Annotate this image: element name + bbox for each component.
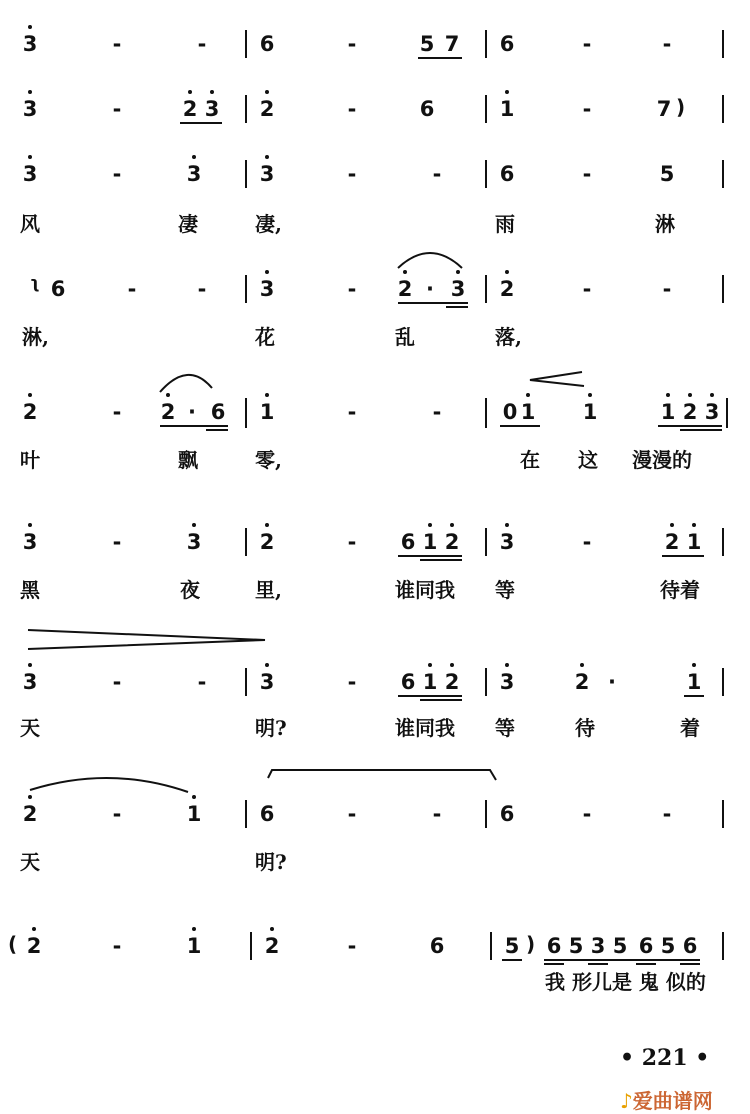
lyric: 在 [520, 448, 540, 472]
dash: - [197, 670, 207, 694]
note: 3 [200, 97, 224, 121]
dash: - [432, 400, 442, 424]
barline [485, 30, 487, 58]
lyric: 待着 [660, 578, 700, 602]
page-number: • 221 • [620, 1045, 710, 1071]
lyric: 等 [495, 716, 515, 740]
lyric-row-9 [0, 970, 750, 996]
lyric: 花 [255, 325, 275, 349]
slur [160, 375, 212, 392]
barline [485, 160, 487, 188]
note: 2 [570, 670, 594, 694]
lyric: 待 [575, 716, 595, 740]
lyric-row-6 [0, 578, 750, 604]
note: 2 [393, 277, 417, 301]
dash: - [347, 802, 357, 826]
note: 5 [612, 934, 628, 958]
note: 6 [419, 97, 435, 121]
note: 1 [495, 97, 519, 121]
note: 6 [259, 32, 275, 56]
note: 3 [182, 162, 206, 186]
lyric-row-5 [0, 448, 750, 474]
watermark-text: 爱曲谱网 [632, 1089, 713, 1113]
note: 5 [504, 934, 520, 958]
lyric: 明? [255, 716, 287, 740]
lyric-row-3 [0, 212, 750, 238]
note: 7 [444, 32, 460, 56]
lyric: 叶 [20, 448, 40, 472]
lyric: 漫漫的 [632, 448, 692, 472]
barline [722, 932, 724, 960]
underline [420, 559, 462, 561]
lyric: 落, [495, 325, 522, 349]
dash: - [582, 97, 592, 121]
dash: - [347, 162, 357, 186]
note: 1 [255, 400, 279, 424]
note: 5 [568, 934, 584, 958]
note: 3 [18, 670, 42, 694]
lyric: 这 [578, 448, 598, 472]
dash: - [347, 97, 357, 121]
note: 2 [440, 530, 464, 554]
dash: - [197, 32, 207, 56]
barline [250, 932, 252, 960]
close-paren: ) [676, 95, 686, 119]
slur [398, 253, 462, 268]
dash: - [347, 934, 357, 958]
score-row-4 [0, 275, 750, 305]
note: 2 [18, 802, 42, 826]
barline [245, 800, 247, 828]
underline [636, 963, 656, 965]
note: 6 [259, 802, 275, 826]
underline [588, 963, 608, 965]
dash: - [432, 802, 442, 826]
note: 3 [255, 162, 279, 186]
note: 1 [682, 530, 706, 554]
note: 0 [502, 400, 518, 424]
note: 2 [660, 530, 684, 554]
barline [485, 668, 487, 696]
note: 2 [255, 97, 279, 121]
note: 6 [210, 400, 226, 424]
underline [160, 425, 228, 427]
note: 2 [156, 400, 180, 424]
underline [180, 122, 222, 124]
note: 2 [255, 530, 279, 554]
lyric: 黑 [20, 578, 40, 602]
slur [30, 778, 188, 792]
dash: - [197, 277, 207, 301]
note: 3 [182, 530, 206, 554]
lyric: 零, [255, 448, 282, 472]
dash: - [112, 400, 122, 424]
dot: · [188, 400, 196, 424]
note: 6 [400, 530, 416, 554]
dash: - [112, 670, 122, 694]
note: 1 [418, 670, 442, 694]
note: 6 [429, 934, 445, 958]
note: 1 [182, 934, 206, 958]
barline [485, 95, 487, 123]
underline [680, 963, 700, 965]
barline [485, 528, 487, 556]
underline [544, 963, 564, 965]
lyric: 夜 [180, 578, 200, 602]
breath-mark: ʅ [30, 273, 40, 292]
note: 2 [18, 400, 42, 424]
barline [490, 932, 492, 960]
note: 1 [418, 530, 442, 554]
barline [245, 95, 247, 123]
dash: - [112, 162, 122, 186]
lyric: 风 [20, 212, 40, 236]
barline [485, 275, 487, 303]
note: 1 [182, 802, 206, 826]
lyric: 谁同我 [395, 716, 455, 740]
note: 3 [18, 32, 42, 56]
note: 6 [400, 670, 416, 694]
dash: - [127, 277, 137, 301]
note: 3 [255, 670, 279, 694]
dash: - [112, 97, 122, 121]
score-row-7 [0, 668, 750, 698]
barline [245, 275, 247, 303]
score-row-6 [0, 528, 750, 558]
dash: - [112, 32, 122, 56]
lyric: 淋, [22, 325, 49, 349]
decrescendo-hairpin [28, 630, 265, 649]
barline [485, 800, 487, 828]
lyric-row-4 [0, 325, 750, 351]
note: 6 [638, 934, 654, 958]
underline [398, 695, 462, 697]
lyric-row-8 [0, 850, 750, 876]
lyric: 里, [255, 578, 282, 602]
underline [502, 959, 522, 961]
dash: - [347, 530, 357, 554]
underline [680, 429, 722, 431]
barline [245, 528, 247, 556]
dash: - [347, 670, 357, 694]
note: 1 [682, 670, 706, 694]
underline [398, 302, 468, 304]
underline [544, 959, 700, 961]
note: 1 [656, 400, 680, 424]
lyric: 雨 [495, 212, 515, 236]
dash: - [347, 277, 357, 301]
note: 2 [178, 97, 202, 121]
note: 6 [682, 934, 698, 958]
score-row-3 [0, 160, 750, 190]
lyric: 乱 [395, 325, 415, 349]
dash: - [582, 530, 592, 554]
note: 2 [260, 934, 284, 958]
lyric: 着 [680, 716, 700, 740]
note: 1 [578, 400, 602, 424]
note: 6 [546, 934, 562, 958]
dash: - [582, 32, 592, 56]
barline [722, 668, 724, 696]
lyric: 等 [495, 578, 515, 602]
lyric: 凄 [178, 212, 198, 236]
note: 6 [50, 277, 66, 301]
note: 5 [659, 162, 675, 186]
underline [500, 425, 540, 427]
note: 3 [18, 162, 42, 186]
barline [722, 95, 724, 123]
note: 3 [590, 934, 606, 958]
underline [446, 306, 468, 308]
note: 2 [22, 934, 46, 958]
barline [245, 668, 247, 696]
note: 3 [446, 277, 470, 301]
underline [418, 57, 462, 59]
barline [722, 528, 724, 556]
dash: - [662, 32, 672, 56]
lyric-row-7 [0, 716, 750, 742]
barline [722, 160, 724, 188]
note: 6 [499, 162, 515, 186]
note: 3 [495, 670, 519, 694]
music-note-icon: ♪ [620, 1089, 633, 1113]
note: 2 [495, 277, 519, 301]
underline [398, 555, 462, 557]
lyric: 天 [20, 716, 40, 740]
crescendo-hairpin [530, 372, 584, 386]
score-row-2 [0, 95, 750, 125]
dash: - [347, 32, 357, 56]
watermark-logo [620, 1085, 713, 1114]
note: 1 [516, 400, 540, 424]
underline [684, 695, 704, 697]
note: 6 [499, 802, 515, 826]
note: 3 [18, 97, 42, 121]
lyric: 明? [255, 850, 287, 874]
barline [245, 398, 247, 428]
dash: - [112, 934, 122, 958]
note: 2 [440, 670, 464, 694]
barline [245, 160, 247, 188]
dash: - [662, 802, 672, 826]
dash: - [582, 277, 592, 301]
note: 3 [255, 277, 279, 301]
dash: - [432, 162, 442, 186]
barline [722, 30, 724, 58]
dash: - [662, 277, 672, 301]
dash: - [112, 530, 122, 554]
lyric: 天 [20, 850, 40, 874]
dot: · [426, 277, 434, 301]
underline [658, 425, 722, 427]
note: 5 [419, 32, 435, 56]
barline [485, 398, 487, 428]
slur [268, 770, 496, 780]
underline [662, 555, 704, 557]
dash: - [582, 802, 592, 826]
barline [726, 398, 728, 428]
lyric: 凄, [255, 212, 282, 236]
lyric: 飘 [178, 448, 198, 472]
dash: - [582, 162, 592, 186]
dot: · [608, 670, 616, 694]
note: 3 [18, 530, 42, 554]
score-row-9 [0, 932, 750, 964]
score-row-5 [0, 398, 750, 432]
barline [722, 800, 724, 828]
barline [722, 275, 724, 303]
note: 3 [700, 400, 724, 424]
note: 5 [660, 934, 676, 958]
note: 2 [678, 400, 702, 424]
lyric: 我 形儿是 鬼 似的 [545, 970, 706, 994]
lyric: 谁同我 [395, 578, 455, 602]
underline [420, 699, 462, 701]
inner-paren: ) [526, 932, 536, 956]
dash: - [347, 400, 357, 424]
score-row-1 [0, 30, 750, 60]
lyric: 淋 [655, 212, 675, 236]
score-row-8 [0, 800, 750, 830]
barline [245, 30, 247, 58]
dash: - [112, 802, 122, 826]
note: 6 [499, 32, 515, 56]
underline [206, 429, 228, 431]
open-paren: ( [8, 932, 18, 956]
note: 7 [656, 97, 672, 121]
note: 3 [495, 530, 519, 554]
